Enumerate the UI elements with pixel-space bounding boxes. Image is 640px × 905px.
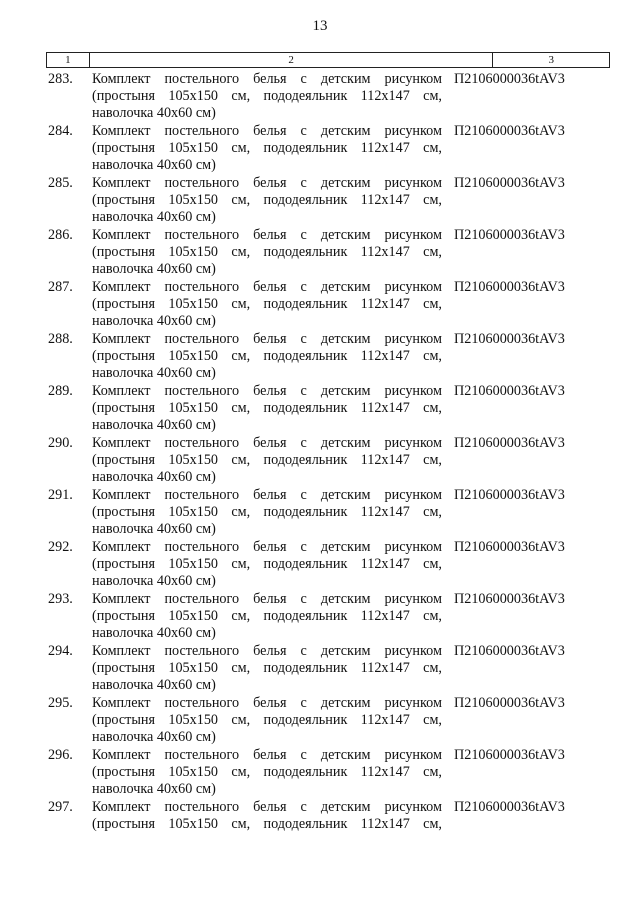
item-code: П2106000036tAV3 <box>454 799 565 815</box>
description-line: (простыня 105х150 см, пододеяльник 112х147 см, <box>92 296 442 312</box>
description-line: Комплект постельного белья с детским рисунком <box>92 383 442 399</box>
column-header-3: 3 <box>493 53 610 67</box>
description-line: (простыня 105х150 см, пододеяльник 112х147 см, <box>92 504 442 520</box>
table-row <box>46 123 610 175</box>
description-line: наволочка 40х60 см) <box>92 521 216 537</box>
item-code: П2106000036tAV3 <box>454 71 565 87</box>
item-description <box>92 695 442 747</box>
item-code: П2106000036tAV3 <box>454 747 565 763</box>
item-number: 290. <box>48 435 73 451</box>
description-line: (простыня 105х150 см, пододеяльник 112х147 см, <box>92 712 442 728</box>
description-line: (простыня 105х150 см, пододеяльник 112х147 см, <box>92 608 442 624</box>
item-description <box>92 747 442 799</box>
table-row <box>46 799 610 851</box>
entry-list <box>46 71 610 851</box>
item-code: П2106000036tAV3 <box>454 175 565 191</box>
table-row <box>46 175 610 227</box>
description-line: Комплект постельного белья с детским рисунком <box>92 435 442 451</box>
item-number: 284. <box>48 123 73 139</box>
description-line: наволочка 40х60 см) <box>92 209 216 225</box>
table-row <box>46 435 610 487</box>
description-line: наволочка 40х60 см) <box>92 313 216 329</box>
item-number: 283. <box>48 71 73 87</box>
item-number: 287. <box>48 279 73 295</box>
item-description <box>92 123 442 175</box>
column-header-2: 2 <box>90 53 494 67</box>
description-line: Комплект постельного белья с детским рисунком <box>92 539 442 555</box>
description-line: наволочка 40х60 см) <box>92 729 216 745</box>
item-number: 288. <box>48 331 73 347</box>
description-line: Комплект постельного белья с детским рисунком <box>92 487 442 503</box>
description-line: (простыня 105х150 см, пододеяльник 112х147 см, <box>92 556 442 572</box>
description-line: Комплект постельного белья с детским рисунком <box>92 227 442 243</box>
description-line: Комплект постельного белья с детским рисунком <box>92 591 442 607</box>
table-row <box>46 71 610 123</box>
item-code: П2106000036tAV3 <box>454 695 565 711</box>
item-code: П2106000036tAV3 <box>454 539 565 555</box>
item-description <box>92 383 442 435</box>
item-code: П2106000036tAV3 <box>454 279 565 295</box>
item-code: П2106000036tAV3 <box>454 331 565 347</box>
description-line: (простыня 105х150 см, пододеяльник 112х147 см, <box>92 192 442 208</box>
item-number: 291. <box>48 487 73 503</box>
item-number: 295. <box>48 695 73 711</box>
table-row <box>46 227 610 279</box>
description-line: Комплект постельного белья с детским рисунком <box>92 71 442 87</box>
item-code: П2106000036tAV3 <box>454 487 565 503</box>
item-description <box>92 643 442 695</box>
item-code: П2106000036tAV3 <box>454 643 565 659</box>
item-number: 292. <box>48 539 73 555</box>
description-line: наволочка 40х60 см) <box>92 261 216 277</box>
description-line: Комплект постельного белья с детским рисунком <box>92 331 442 347</box>
table-row <box>46 591 610 643</box>
description-line: (простыня 105х150 см, пододеяльник 112х147 см, <box>92 452 442 468</box>
description-line: наволочка 40х60 см) <box>92 365 216 381</box>
item-code: П2106000036tAV3 <box>454 227 565 243</box>
description-line: (простыня 105х150 см, пододеяльник 112х147 см, <box>92 660 442 676</box>
description-line: наволочка 40х60 см) <box>92 417 216 433</box>
description-line: Комплект постельного белья с детским рисунком <box>92 747 442 763</box>
item-number: 286. <box>48 227 73 243</box>
item-description <box>92 591 442 643</box>
description-line: Комплект постельного белья с детским рисунком <box>92 175 442 191</box>
description-line: (простыня 105х150 см, пододеяльник 112х147 см, <box>92 400 442 416</box>
table-row <box>46 279 610 331</box>
table-row <box>46 695 610 747</box>
description-line: (простыня 105х150 см, пододеяльник 112х147 см, <box>92 764 442 780</box>
item-description <box>92 539 442 591</box>
description-line: наволочка 40х60 см) <box>92 625 216 641</box>
item-number: 296. <box>48 747 73 763</box>
table-row <box>46 383 610 435</box>
item-code: П2106000036tAV3 <box>454 591 565 607</box>
table-row <box>46 487 610 539</box>
description-line: наволочка 40х60 см) <box>92 677 216 693</box>
description-line: Комплект постельного белья с детским рисунком <box>92 695 442 711</box>
item-description <box>92 799 442 851</box>
description-line: (простыня 105х150 см, пододеяльник 112х147 см, <box>92 140 442 156</box>
item-description <box>92 71 442 123</box>
item-code: П2106000036tAV3 <box>454 383 565 399</box>
description-line: наволочка 40х60 см) <box>92 157 216 173</box>
description-line: (простыня 105х150 см, пододеяльник 112х147 см, <box>92 88 442 104</box>
description-line: Комплект постельного белья с детским рисунком <box>92 123 442 139</box>
item-description <box>92 487 442 539</box>
item-description <box>92 175 442 227</box>
item-description <box>92 279 442 331</box>
description-line: наволочка 40х60 см) <box>92 781 216 797</box>
item-number: 294. <box>48 643 73 659</box>
description-line: наволочка 40х60 см) <box>92 469 216 485</box>
table-row <box>46 643 610 695</box>
column-header-1: 1 <box>46 53 90 67</box>
table-header <box>46 52 610 68</box>
table-row <box>46 747 610 799</box>
description-line: (простыня 105х150 см, пододеяльник 112х147 см, <box>92 244 442 260</box>
table-row <box>46 539 610 591</box>
description-line: Комплект постельного белья с детским рисунком <box>92 643 442 659</box>
description-line: (простыня 105х150 см, пододеяльник 112х147 см, <box>92 816 442 832</box>
description-line: наволочка 40х60 см) <box>92 573 216 589</box>
item-description <box>92 227 442 279</box>
item-code: П2106000036tAV3 <box>454 435 565 451</box>
item-number: 293. <box>48 591 73 607</box>
item-description <box>92 435 442 487</box>
description-line: Комплект постельного белья с детским рисунком <box>92 279 442 295</box>
page-number: 13 <box>312 18 328 34</box>
description-line: Комплект постельного белья с детским рисунком <box>92 799 442 815</box>
item-number: 297. <box>48 799 73 815</box>
item-number: 285. <box>48 175 73 191</box>
item-description <box>92 331 442 383</box>
table-row <box>46 331 610 383</box>
description-line: (простыня 105х150 см, пододеяльник 112х147 см, <box>92 348 442 364</box>
description-line: наволочка 40х60 см) <box>92 105 216 121</box>
item-code: П2106000036tAV3 <box>454 123 565 139</box>
item-number: 289. <box>48 383 73 399</box>
